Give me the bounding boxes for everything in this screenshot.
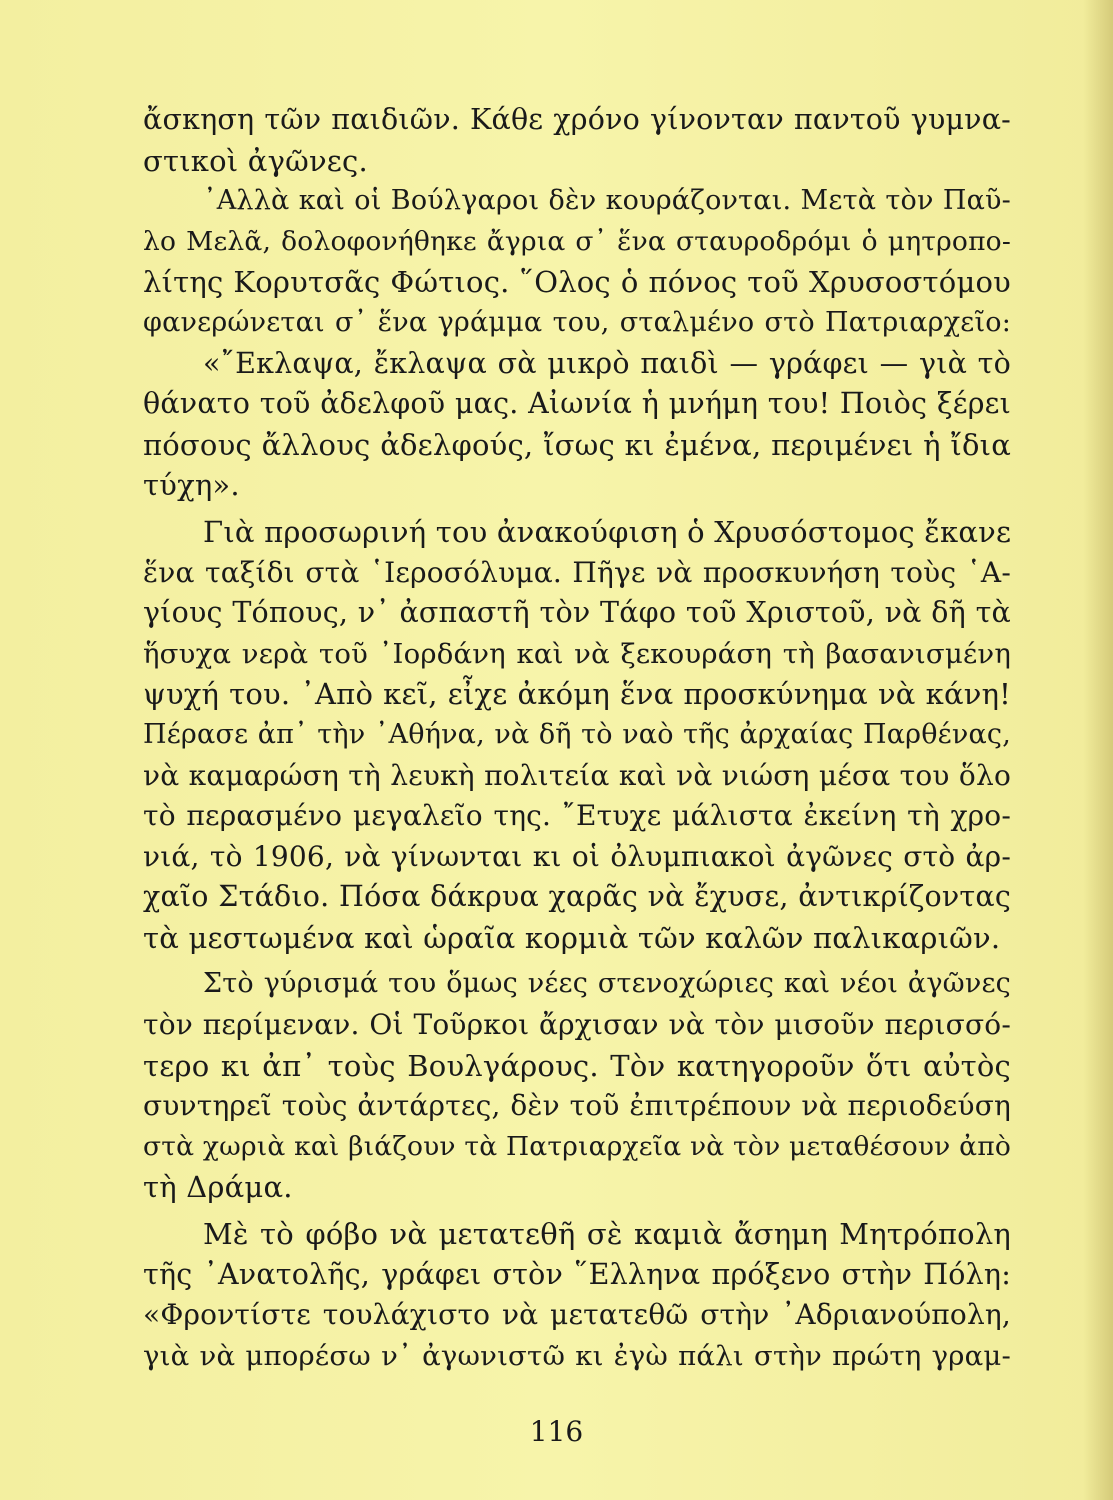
text-line: συντηρεῖ τοὺς ἀντάρτες, δὲν τοῦ ἐπιτρέπουν νὰ περιοδεύση [143, 1089, 1011, 1123]
text-line: θάνατο τοῦ ἀδελφοῦ μας. Αἰωνία ἡ μνήμη του! Ποιὸς ξέρει [143, 387, 1011, 421]
text-line: λίτης Κορυτσᾶς Φώτιος. ῞Ολος ὁ πόνος τοῦ Χρυσοστόμου [143, 265, 1011, 300]
text-line: νιά, τὸ 1906, νὰ γίνωνται κι οἱ ὀλυμπιακοὶ ἀγῶνες στὸ ἀρ- [143, 839, 1011, 873]
text-line: τὸν περίμεναν. Οἱ Τοῦρκοι ἄρχισαν νὰ τὸν μισοῦν περισσό- [143, 1008, 1011, 1042]
body-text [143, 100, 1011, 1376]
text-line: τερο κι ἀπ᾿ τοὺς Βουλγάρους. Τὸν κατηγοροῦν ὅτι αὐτὸς [143, 1048, 1011, 1083]
text-line: στικοὶ ἀγῶνες. [143, 143, 368, 178]
page-edge-shadow [1083, 0, 1113, 1500]
page-number: 116 [529, 1415, 584, 1448]
text-line: «῎Εκλαψα, ἔκλαψα σὰ μικρὸ παιδὶ — γράφει — γιὰ τὸ [203, 346, 1011, 380]
text-line: νὰ καμαρώση τὴ λευκὴ πολιτεία καὶ νὰ νιώση μέσα του ὅλο [143, 758, 1011, 792]
text-line: τὸ περασμένο μεγαλεῖο της. ῎Ετυχε μάλιστα ἐκείνη τὴ χρο- [143, 799, 1011, 833]
text-line: τῆς ᾿Ανατολῆς, γράφει στὸν ῞Ελληνα πρόξενο στὴν Πόλη: [143, 1257, 1011, 1291]
text-line: στὰ χωριὰ καὶ βιάζουν τὰ Πατριαρχεῖα νὰ τὸν μεταθέσουν ἀπὸ [143, 1130, 1011, 1162]
text-line: ἕνα ταξίδι στὰ ῾Ιεροσόλυμα. Πῆγε νὰ προσκυνήση τοὺς ῾Α- [143, 555, 1011, 589]
text-line: γίους Τόπους, ν᾿ ἀσπαστῆ τὸν Τάφο τοῦ Χριστοῦ, νὰ δῆ τὰ [143, 596, 1011, 630]
text-line: Πέρασε ἀπ᾿ τὴν ᾿Αθήνα, νὰ δῆ τὸ ναὸ τῆς ἀρχαίας Παρθένας, [143, 718, 1011, 750]
text-line: τὴ Δράμα. [143, 1170, 293, 1205]
text-line: Μὲ τὸ φόβο νὰ μετατεθῆ σὲ καμιὰ ἄσημη Μητρόπολη [203, 1217, 1011, 1252]
text-line: ᾿Αλλὰ καὶ οἱ Βούλγαροι δὲν κουράζονται. Μετὰ τὸν Παῦ- [203, 185, 1011, 217]
text-line: τύχη». [143, 468, 240, 503]
text-line: λο Μελᾶ, δολοφονήθηκε ἄγρια σ᾿ ἕνα σταυροδρόμι ὁ μητροπο- [143, 225, 1011, 257]
text-line: Στὸ γύρισμά του ὅμως νέες στενοχώριες καὶ νέοι ἀγῶνες [203, 968, 1011, 1000]
text-line: φανερώνεται σ᾿ ἕνα γράμμα του, σταλμένο στὸ Πατριαρχεῖο: [143, 306, 1011, 338]
text-line: Γιὰ προσωρινή του ἀνακούφιση ὁ Χρυσόστομος ἔκανε [203, 514, 1012, 549]
text-line: ἄσκηση τῶν παιδιῶν. Κάθε χρόνο γίνονταν παντοῦ γυμνα- [143, 103, 1011, 136]
text-line: γιὰ νὰ μπορέσω ν᾿ ἀγωνιστῶ κι ἐγὼ πάλι στὴν πρώτη γραμ- [143, 1339, 1011, 1372]
text-line: χαῖο Στάδιο. Πόσα δάκρυα χαρᾶς νὰ ἔχυσε, ἀντικρίζοντας [143, 880, 1011, 914]
text-line: τὰ μεστωμένα καὶ ὡραῖα κορμιὰ τῶν καλῶν παλικαριῶν. [143, 920, 1001, 955]
text-line: πόσους ἄλλους ἀδελφούς, ἴσως κι ἐμένα, περιμένει ἡ ἴδια [143, 427, 1011, 462]
text-line: ψυχή του. ᾿Απὸ κεῖ, εἶχε ἀκόμη ἕνα προσκύνημα νὰ κάνη! [143, 677, 1011, 712]
text-line: ἥσυχα νερὰ τοῦ ᾿Ιορδάνη καὶ νὰ ξεκουράση τὴ βασανισμένη [143, 637, 1011, 670]
text-line: «Φροντίστε τουλάχιστο νὰ μετατεθῶ στὴν ᾿Αδριανούπολη, [143, 1298, 1011, 1332]
